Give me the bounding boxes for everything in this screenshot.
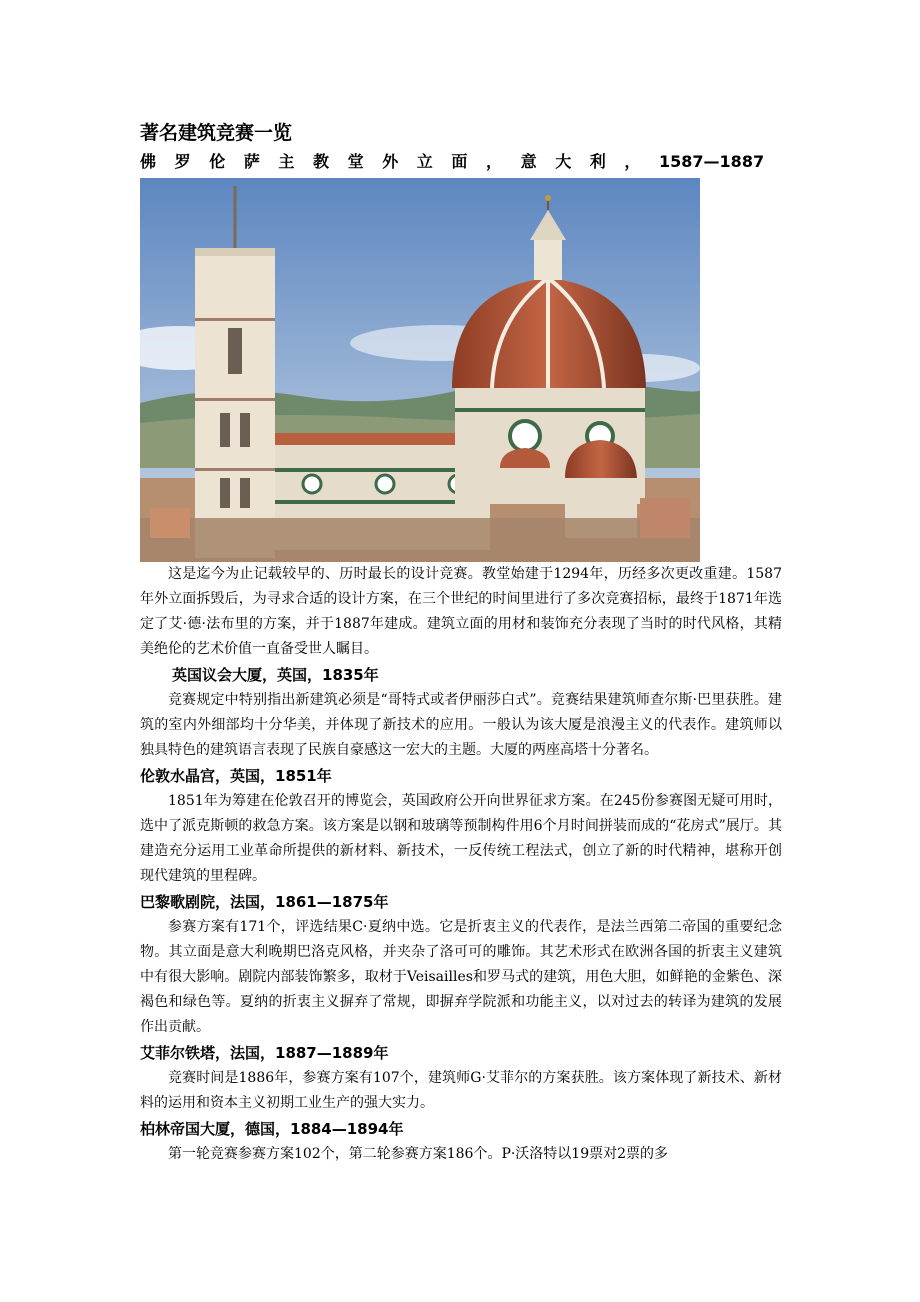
section-heading: 柏林帝国大厦，德国，1884—1894年: [140, 1120, 404, 1138]
section-text: 参赛方案有171个，评选结果C·夏纳中选。它是折衷主义的代表作，是法兰西第二帝国的重要纪念物。其立面是意大利晚期巴洛克风格，并夹杂了洛可可的雕饰。其艺术形式在欧洲各国的折衷主义建筑中有很大影响。剧院内部装饰繁多，取材于Veisailles和罗马式的建筑，用色大胆，如鲜艳的金紫色、深褐色和绿色等。夏纳的折衷主义摒弃了常规，即摒弃学院派和功能主义，以对过去的转译为建筑的发展作出贡献。: [140, 919, 782, 1035]
florence-cathedral-heading-years: 1587—1887: [659, 152, 765, 171]
section-heading: 艾菲尔铁塔，法国，1887—1889年: [140, 1044, 389, 1062]
florence-cathedral-text: 这是迄今为止记载较早的、历时最长的设计竞赛。教堂始建于1294年，历经多次更改重建。1587年外立面拆毁后，为寻求合适的设计方案，在三个世纪的时间里进行了多次竞赛招标，最终于1871年选定了艾·德·法布里的方案，并于1887年建成。建筑立面的用材和装饰充分表现了当时的时代风格，其精美绝伦的艺术价值一直备受世人瞩目。: [140, 566, 782, 657]
section-text: 第一轮竞赛参赛方案102个，第二轮参赛方案186个。P·沃洛特以19票对2票的多: [168, 1146, 669, 1162]
florence-cathedral-photo: [140, 178, 700, 562]
florence-cathedral-heading: [140, 148, 782, 176]
section-heading: 英国议会大厦，英国，1835年: [172, 666, 379, 684]
florence-cathedral-heading-text: 佛罗伦萨主教堂外立面，意大利，: [140, 152, 660, 171]
section-text: 竞赛规定中特别指出新建筑必须是“哥特式或者伊丽莎白式”。竞赛结果建筑师查尔斯·巴里获胜。建筑的室内外细部均十分华美，并体现了新技术的应用。一般认为该大厦是浪漫主义的代表作。建筑师以独具特色的建筑语言表现了民族自豪感这一宏大的主题。大厦的两座高塔十分著名。: [140, 692, 782, 758]
section-text: 竞赛时间是1886年，参赛方案有107个，建筑师G·艾菲尔的方案获胜。该方案体现了新技术、新材料的运用和资本主义初期工业生产的强大实力。: [140, 1070, 782, 1111]
section-heading: 伦敦水晶宫，英国，1851年: [140, 767, 332, 785]
document-title: 著名建筑竞赛一览: [140, 122, 293, 144]
document-page: [140, 118, 782, 1167]
section-text: 1851年为筹建在伦敦召开的博览会，英国政府公开向世界征求方案。在245份参赛图无疑可用时，选中了派克斯顿的救急方案。该方案是以钢和玻璃等预制构件用6个月时间拼装而成的“花房式”展厅。其建造充分运用工业革命所提供的新材料、新技术，一反传统工程法式，创立了新的时代精神，堪称开创现代建筑的里程碑。: [140, 793, 782, 884]
section-heading: 巴黎歌剧院，法国，1861—1875年: [140, 893, 389, 911]
